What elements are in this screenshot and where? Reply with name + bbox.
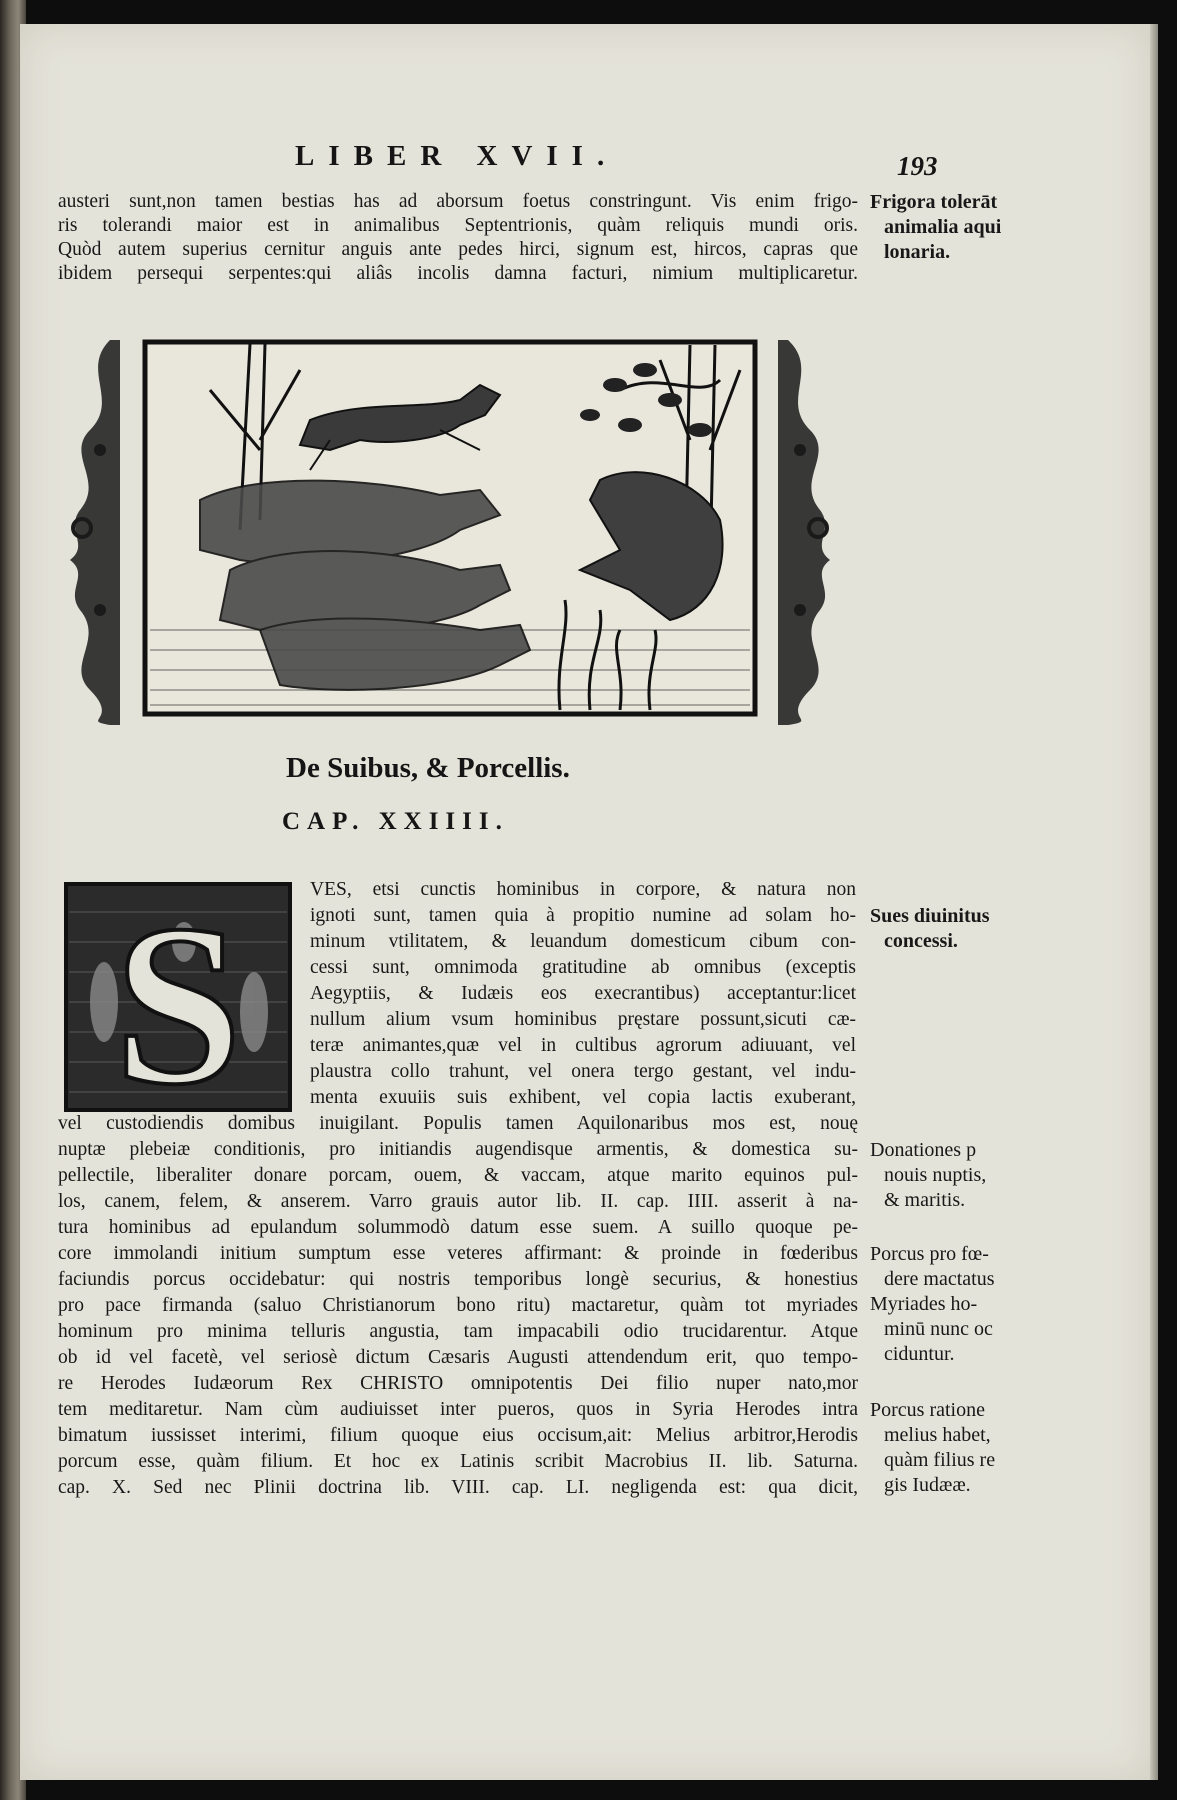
text-line: faciundis porcus occidebatur: qui nostris temporibus longè securius, & honestius [58,1269,858,1290]
text-line: hominum pro minima telluris angustia, tam impacabili odio trucidarentur. Atque [58,1321,858,1342]
text-line: ris tolerandi maior est in animalibus Septentrionis, quàm reliquis mundi oris. [58,215,858,236]
margin-note-line: nouis nuptis, [884,1164,987,1186]
page-number: 193 [897,151,938,181]
text-line: pro pace firmanda (saluo Christianorum bono ritu) mactaretur, quàm tot myriades [58,1295,858,1316]
margin-note-line: lonaria. [884,241,951,263]
text-line: re Herodes Iudæorum Rex CHRISTO omnipotentis Dei filio nuper nato,mor [58,1373,858,1394]
text-line: nullum alium vsum hominibus pręstare possunt,sicuti cæ- [310,1009,856,1030]
ornament-left [70,340,120,725]
text-line: vel custodiendis domibus inuigilant. Populis tamen Aquilonaribus mos est, nouę [58,1113,858,1134]
text-line: porcum esse, quàm filium. Et hoc ex Latinis scribit Macrobius II. lib. Saturna. [58,1451,858,1472]
text-line: ob id vel facetè, vel seriosè dictum Cæsaris Augusti attendendum erit, quo tempo- [58,1347,858,1368]
margin-note-porcus-ratione [870,1398,1035,1498]
margin-note-line: concessi. [884,930,958,952]
text-line: tura hominibus ad epulandum solummodò datum esse suem. A suillo quoque pe- [58,1217,858,1238]
woodcut-illustration [60,330,840,725]
text-line: tem meditaretur. Nam cùm audiuisset inter pueros, quos in Syria Herodes intra [58,1399,858,1420]
margin-note-donationes [870,1138,1035,1213]
margin-note-sues [870,904,1035,954]
margin-note-line: dere mactatus [884,1268,995,1290]
text-line: core immolandi initium sumptum esse veteres affirmant: & proinde in fœderibus [58,1243,858,1264]
margin-note-line: ciduntur. [884,1343,955,1365]
text-line: cessi sunt, omnimoda gratitudine ab omnibus (exceptis [310,957,856,978]
text-line: teræ animantes,quæ vel in cultibus agrorum adiuuant, vel [310,1035,856,1056]
text-line: Aegyptiis, & Iudæis eos execrantibus) acceptantur:licet [310,983,856,1004]
text-line: ignoti sunt, tamen quia à propitio numine ad solam ho- [310,905,856,926]
margin-note-line: gis Iudææ. [884,1474,971,1496]
text-line: plaustra collo trahunt, vel onera tergo gestant, vel indu- [310,1061,856,1082]
margin-note-line: animalia aqui [884,216,1002,238]
margin-note-line: melius habet, [884,1424,991,1446]
margin-note-line: Porcus pro fœ- [870,1243,989,1265]
initial-letter: S [114,882,242,1112]
text-line: menta exuuiis suis exhibent, vel copia lactis exuberant, [310,1087,856,1108]
decorated-initial [64,882,292,1112]
chapter-title: De Suibus, & Porcellis. [286,752,570,784]
margin-note-porcus-foedere [870,1242,1035,1367]
margin-note-line: Myriades ho- [870,1293,978,1315]
text-line: bimatum iussisset interimi, filium quoque eius occisum,ait: Melius arbitror,Herodis [58,1425,858,1446]
margin-note-frigora [870,190,1035,265]
text-line: pellectile, liberaliter donare porcam, ouem, & vaccam, atque marito equinos pul- [58,1165,858,1186]
margin-note-line: & maritis. [884,1189,966,1211]
text-line: cap. X. Sed nec Plinii doctrina lib. VIII. cap. LI. negligenda est: qua dicit, [58,1477,858,1498]
running-header: LIBER XVII. [295,140,619,172]
ornament-right [778,340,830,725]
text-line: VES, etsi cunctis hominibus in corpore, & natura non [310,879,856,900]
margin-note-line: Sues diuinitus [870,905,990,927]
text-line: los, canem, felem, & anserem. Varro grauis autor lib. II. cap. IIII. asserit à na- [58,1191,858,1212]
chapter-number: CAP. XXIIII. [282,808,509,835]
margin-note-line: Donationes p [870,1139,977,1161]
text-line: ibidem persequi serpentes:qui aliâs incolis damna facturi, nimium multiplicaretur. [58,263,858,284]
margin-note-line: Porcus ratione [870,1399,985,1421]
margin-note-line: minū nunc oc [884,1318,993,1340]
margin-note-line: Frigora tolerāt [870,191,998,213]
page-right-edge [1150,24,1158,1780]
text-line: Quòd autem superius cernitur anguis ante pedes hirci, signum est, hircos, capras que [58,239,858,260]
text-line: nuptæ plebeiæ conditionis, pro initiandis augendisque armentis, & domestica su- [58,1139,858,1160]
margin-note-line: quàm filius re [884,1449,996,1471]
text-line: minum vtilitatem, & leuandum domesticum cibum con- [310,931,856,952]
text-line: austeri sunt,non tamen bestias has ad aborsum foetus constringunt. Vis enim frigo- [58,191,858,212]
